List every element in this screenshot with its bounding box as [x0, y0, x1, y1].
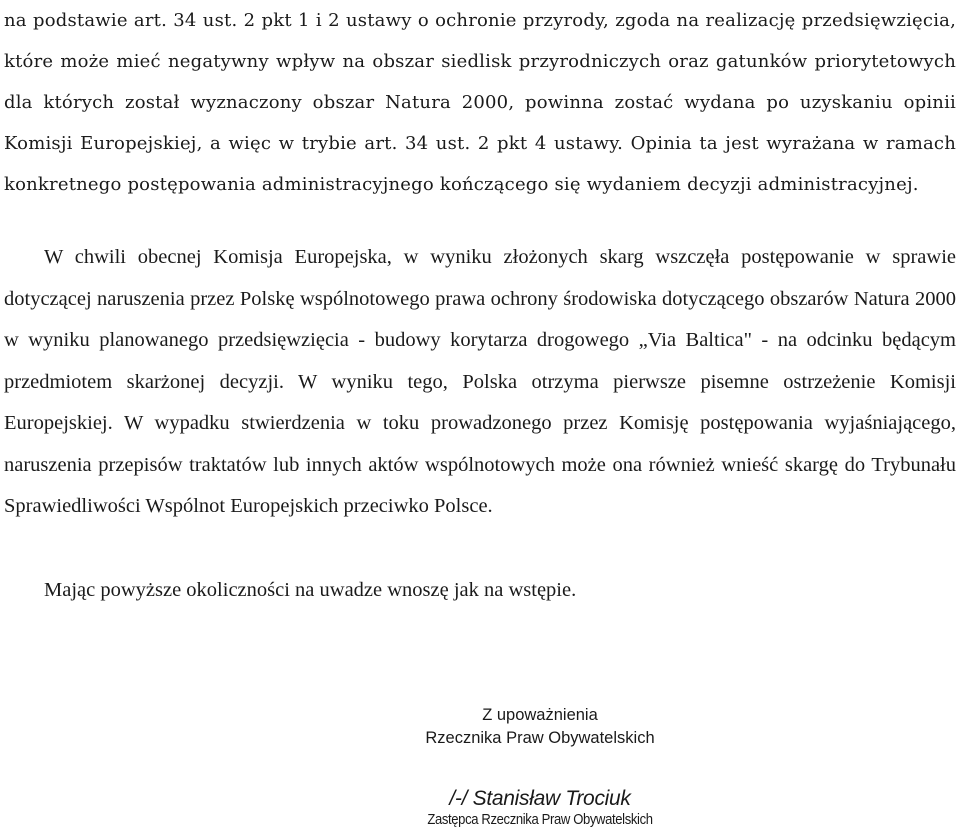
- paragraph-conclusion: Mając powyższe okoliczności na uwadze wnoszę jak na wstępie.: [44, 579, 577, 601]
- signature-authorization: Z upoważnienia: [482, 706, 598, 724]
- signature-role: Zastępca Rzecznika Praw Obywatelskich: [427, 812, 653, 828]
- signature-office: Rzecznika Praw Obywatelskich: [425, 729, 655, 747]
- signature-name: /-/ Stanisław Trociuk: [449, 787, 631, 810]
- paragraph-legal-basis: na podstawie art. 34 ust. 2 pkt 1 i 2 ustawy o ochronie przyrody, zgoda na realizację przedsięwzięcia, które może mieć negatywny wpływ na obszar siedlisk przyrodniczych oraz gatunków priorytetowych dla których został wyznaczony obszar Natura 2000, powinna zostać wydana po uzyskaniu opinii Komisji Europejskiej, a więc w trybie art. 34 ust. 2 pkt 4 ustawy. Opinia ta jest wyrażana w ramach konkretnego postępowania administracyjnego kończącego się wydaniem decyzji administracyjnej.: [4, 10, 956, 195]
- paragraph-commission-proceedings: W chwili obecnej Komisja Europejska, w wyniku złożonych skarg wszczęła postępowanie w sprawie dotyczącej naruszenia przez Polskę wspólnotowego prawa ochrony środowiska dotyczącego obszarów Natura 2000 w wyniku planowanego przedsięwzięcia - budowy korytarza drogowego „Via Baltica" - na odcinku będącym przedmiotem skarżonej decyzji. W wyniku tego, Polska otrzyma pierwsze pisemne ostrzeżenie Komisji Europejskiej. W wypadku stwierdzenia w toku prowadzonego przez Komisję postępowania wyjaśniającego, naruszenia przepisów traktatów lub innych aktów wspólnotowych może ona również wnieść skargę do Trybunału Sprawiedliwości Wspólnot Europejskich przeciwko Polsce.: [4, 246, 956, 517]
